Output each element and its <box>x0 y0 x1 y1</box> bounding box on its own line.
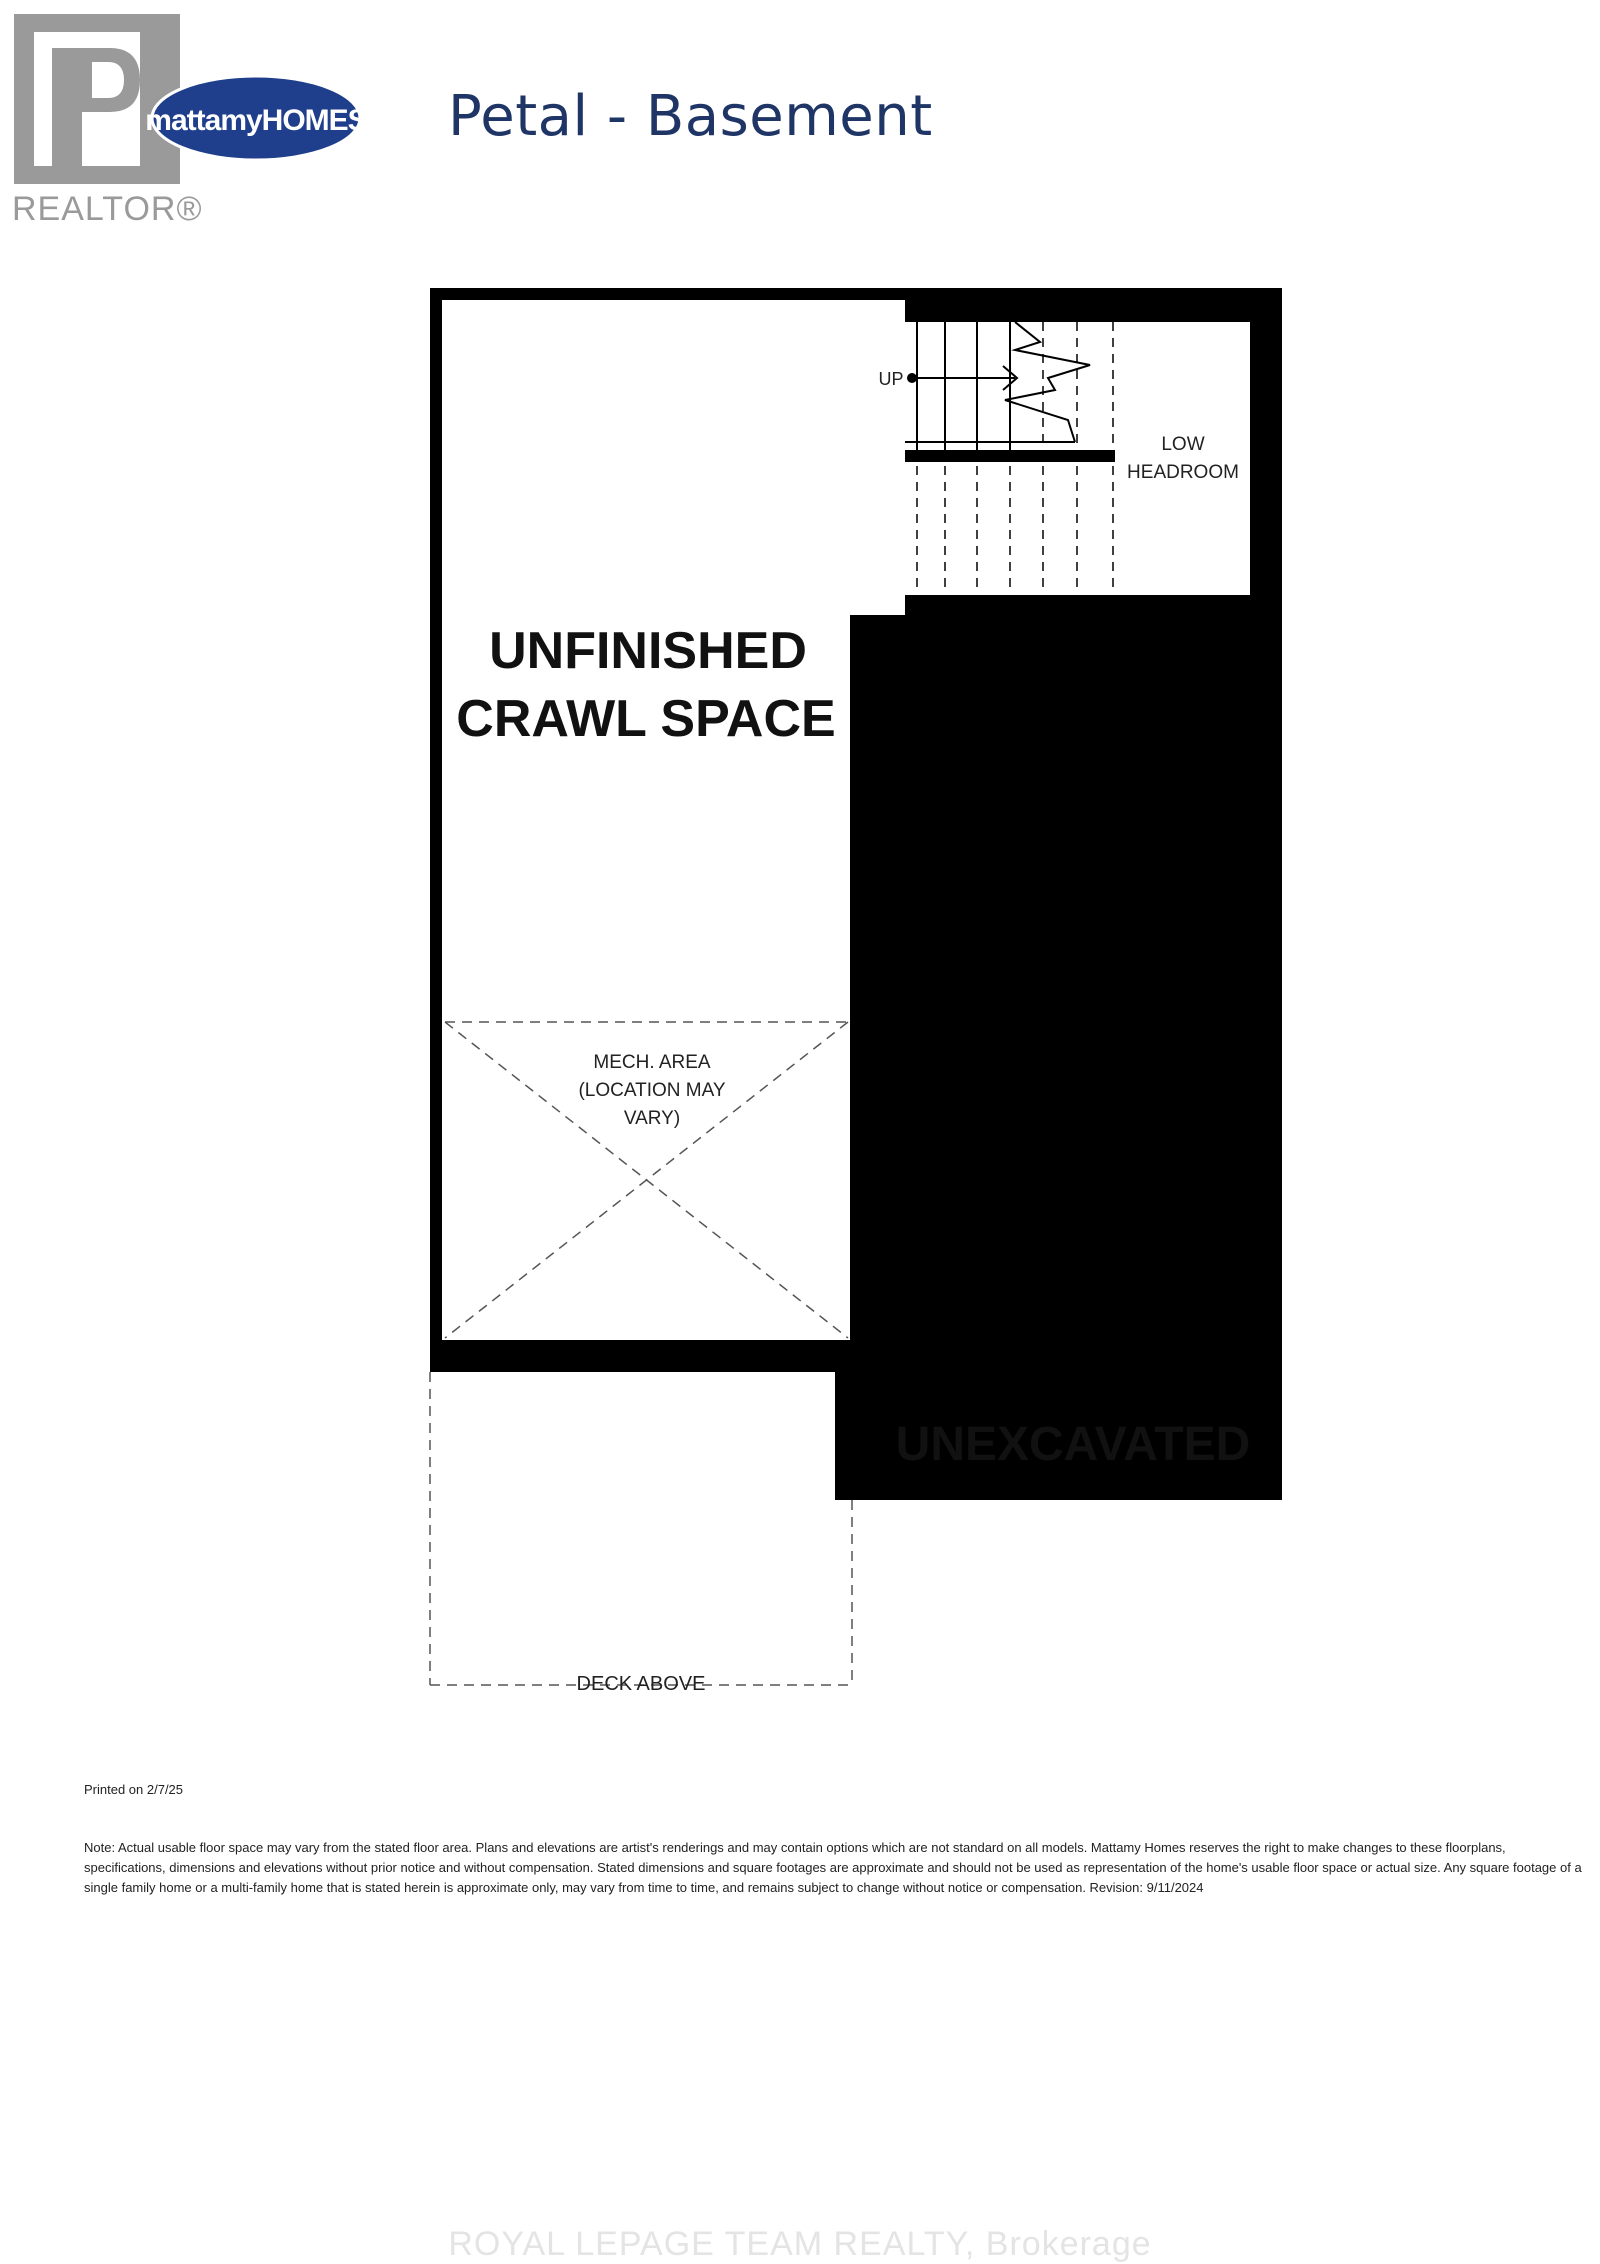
mattamy-homes-logo <box>145 76 366 160</box>
stairs <box>905 322 1115 590</box>
brand-text: mattamyHOMES <box>145 104 367 137</box>
brokerage-watermark: ROYAL LEPAGE TEAM REALTY, Brokerage <box>448 2225 1152 2263</box>
realtor-wordmark: REALTOR® <box>12 190 203 228</box>
low-headroom-label-line2: HEADROOM <box>1127 462 1239 483</box>
deck-above-outline <box>430 1372 852 1685</box>
unexcavated-label: UNEXCAVATED <box>895 1418 1251 1471</box>
mech-area-label-line2: (LOCATION MAY <box>578 1080 726 1101</box>
crawl-space-label-line1: UNFINISHED <box>489 622 807 680</box>
mech-area-label-line3: VARY) <box>623 1108 681 1129</box>
realtor-logo-icon <box>14 14 180 184</box>
low-headroom-label-line1: LOW <box>1161 434 1205 455</box>
mech-area-label-line1: MECH. AREA <box>593 1052 711 1073</box>
printed-date: Printed on 2/7/25 <box>84 1782 184 1797</box>
disclaimer-note: Note: Actual usable floor space may vary from the stated floor area. Plans and elevations are artist's renderings and may contain options which are not standard on all models. Mattamy Homes reserves the right to make changes to these floorplans, specifications, dimensions and elevations without prior notice and without compensation. Stated dimensions and square footages are approximate and should not be used as representation of the home's usable floor space or actual size. Any square footage of a single family home or a multi-family home that is stated herein is approximate only, may vary from time to time, and remains subject to change without notice or compensation. Revision: 9/11/2024 <box>84 1840 1582 1895</box>
stairs-up-label: UP <box>878 369 904 389</box>
page-title: Petal - Basement <box>448 84 933 149</box>
deck-above-label: DECK ABOVE <box>576 1673 706 1695</box>
crawl-space-label-line2: CRAWL SPACE <box>456 690 836 748</box>
